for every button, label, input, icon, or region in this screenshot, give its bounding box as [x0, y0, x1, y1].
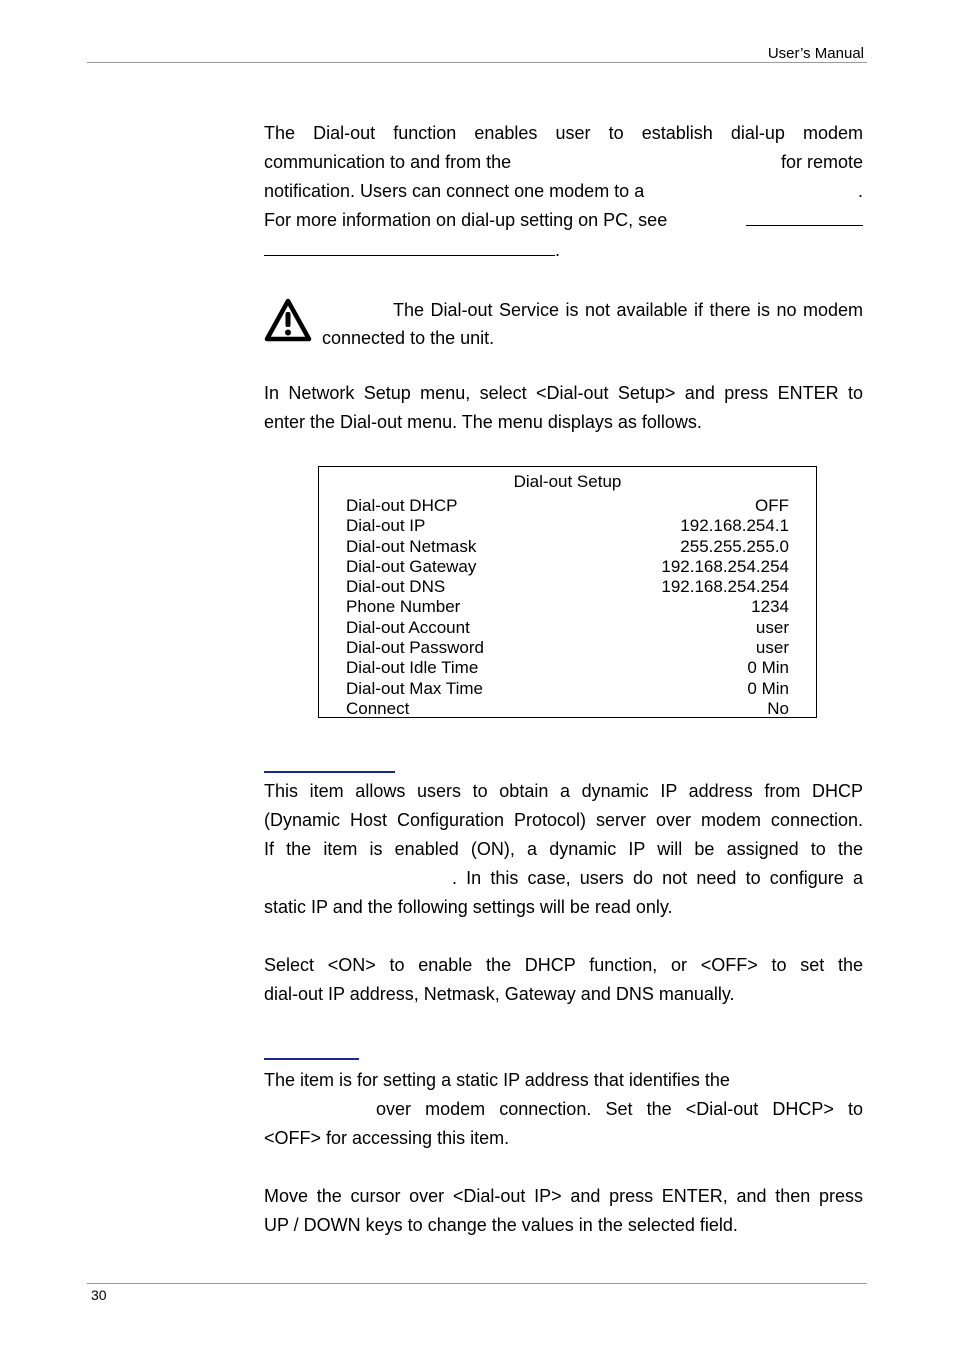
dhcp-section-heading-underline	[264, 771, 395, 773]
menu-row-value: user	[755, 617, 789, 637]
menu-row-phone	[346, 597, 789, 617]
intro-line-1: The Dial-out function enables user to establish dial-up modem	[264, 123, 863, 143]
menu-row-label: Dial-out Gateway	[346, 556, 477, 576]
intro-line-3-start: notification. Users can connect one modem to a	[264, 181, 645, 201]
intro-line-2-end: for remote	[780, 152, 863, 172]
note-text: The Dial-out Service is not available if there is no modem connected to the unit.	[322, 300, 863, 348]
intro-line-2-start: communication to and from the	[264, 152, 512, 172]
menu-row-label: Phone Number	[346, 597, 461, 617]
menu-row-label: Dial-out Idle Time	[346, 658, 479, 678]
dhcp-line-4: . In this case, users do not need to configure a	[452, 868, 863, 888]
intro-paragraph	[264, 119, 863, 265]
ip-section-paragraph	[264, 1066, 863, 1240]
dhcp-line-2: (Dynamic Host Configuration Protocol) server over modem connection.	[264, 810, 863, 830]
menu-row-value: user	[755, 638, 789, 658]
menu-row-dhcp	[346, 496, 789, 516]
intro-line-3-end: .	[857, 181, 863, 201]
footer-divider	[87, 1283, 867, 1284]
menu-row-label: Dial-out DHCP	[346, 496, 458, 515]
dhcp-p2-line-1: Select <ON> to enable the DHCP function, or <OFF> to set the	[264, 955, 863, 975]
menu-row-label: Dial-out IP	[346, 516, 426, 536]
intro-line-4-text: For more information on dial-up setting on PC, see	[264, 210, 668, 230]
intro-line-5-end: .	[555, 240, 561, 260]
page-number: 30	[91, 1287, 107, 1303]
menu-row-label: Dial-out Netmask	[346, 536, 477, 556]
menu-row-ip	[346, 516, 789, 536]
menu-row-value: 192.168.254.254	[661, 577, 789, 597]
dial-out-setup-menu	[318, 466, 817, 718]
reference-link-underline-2	[264, 241, 555, 256]
menu-row-value: 192.168.254.254	[661, 556, 789, 576]
menu-row-value: 192.168.254.1	[680, 516, 789, 536]
menu-row-value: 255.255.255.0	[680, 536, 789, 556]
instructions-line-2: enter the Dial-out menu. The menu displays as follows.	[264, 412, 702, 432]
menu-row-value: 0 Min	[747, 658, 789, 678]
menu-row-label: Dial-out Max Time	[346, 678, 483, 698]
instructions-line-1: In Network Setup menu, select <Dial-out Setup> and press ENTER to	[264, 383, 863, 403]
menu-row-label: Connect	[346, 698, 410, 718]
ip-p2-line-2: UP / DOWN keys to change the values in the selected field.	[264, 1215, 738, 1235]
menu-row-password	[346, 638, 789, 658]
menu-row-dns	[346, 577, 789, 597]
header-divider	[87, 62, 867, 63]
menu-row-value: 1234	[751, 597, 789, 617]
menu-row-connect	[346, 699, 789, 719]
reference-link-underline	[746, 211, 863, 226]
menu-row-netmask	[346, 537, 789, 557]
menu-rows	[346, 496, 789, 719]
menu-row-value: 0 Min	[747, 678, 789, 698]
menu-row-label: Dial-out DNS	[346, 577, 446, 597]
dhcp-line-3: If the item is enabled (ON), a dynamic IP will be assigned to the	[264, 839, 863, 859]
dhcp-line-5: static IP and the following settings will be read only.	[264, 897, 673, 917]
dhcp-p2-line-2: dial-out IP address, Netmask, Gateway and DNS manually.	[264, 984, 735, 1004]
intro-line-4	[264, 206, 863, 235]
ip-line-2: over modem connection. Set the <Dial-out DHCP> to	[376, 1099, 863, 1119]
warning-note	[264, 296, 863, 352]
ip-line-1: The item is for setting a static IP address that identifies the	[264, 1070, 730, 1090]
dhcp-line-1: This item allows users to obtain a dynamic IP address from DHCP	[264, 781, 863, 801]
instructions-paragraph	[264, 379, 863, 437]
menu-row-label: Dial-out Account	[346, 617, 470, 637]
running-header: User’s Manual	[767, 45, 864, 62]
warning-icon	[264, 298, 312, 342]
ip-section-heading-underline	[264, 1058, 359, 1060]
menu-title: Dial-out Setup	[513, 472, 622, 491]
menu-row-gateway	[346, 557, 789, 577]
menu-row-account	[346, 618, 789, 638]
menu-row-value: No	[767, 698, 789, 718]
intro-line-3	[264, 177, 863, 206]
dhcp-section-paragraph	[264, 777, 863, 1009]
ip-p2-line-1: Move the cursor over <Dial-out IP> and press ENTER, and then press	[264, 1186, 863, 1206]
intro-line-2	[264, 148, 863, 177]
menu-row-value: OFF	[755, 496, 789, 515]
menu-row-max-time	[346, 679, 789, 699]
ip-line-3: <OFF> for accessing this item.	[264, 1128, 510, 1148]
menu-row-idle-time	[346, 658, 789, 678]
menu-row-label: Dial-out Password	[346, 638, 484, 658]
intro-line-5	[264, 236, 863, 265]
